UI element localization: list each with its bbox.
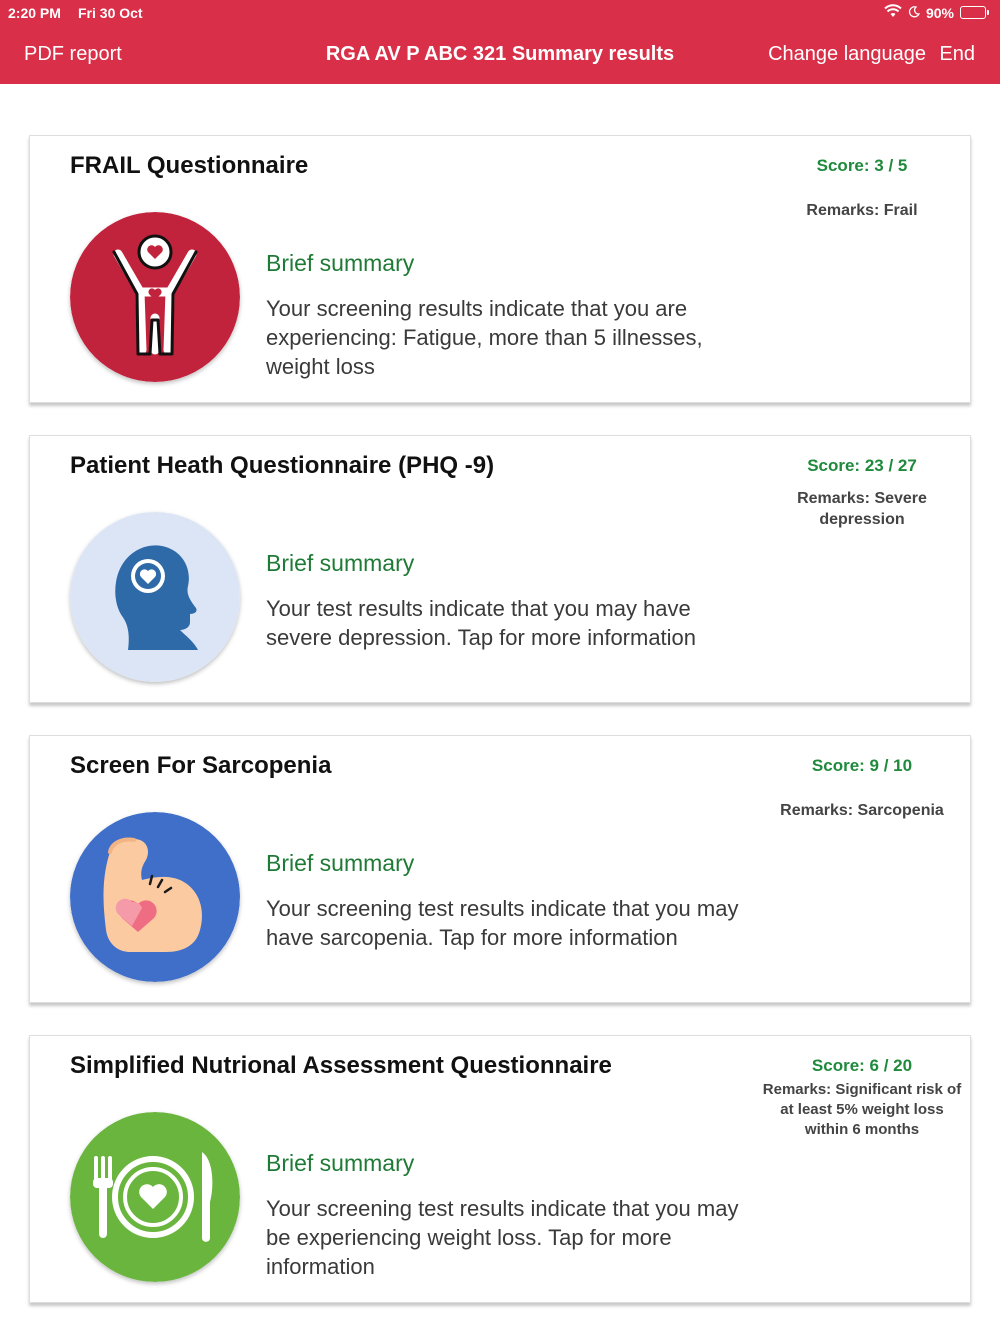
result-card-nutrition[interactable] [29, 1035, 971, 1303]
score-box [752, 756, 972, 821]
status-right [884, 4, 986, 21]
end-button[interactable]: End [939, 43, 975, 65]
card-title: Screen For Sarcopenia [70, 752, 332, 779]
score-box [752, 1056, 972, 1140]
score-value: Score: 9 / 10 [811, 756, 913, 775]
pdf-report-button[interactable]: PDF report [24, 43, 122, 65]
remarks-text: Remarks: Severe depression [797, 490, 927, 528]
remarks-text: Remarks: Significant risk of at least 5% weight loss within 6 months [762, 1081, 962, 1138]
brief-summary-label: Brief summary [266, 850, 415, 876]
summary-text: Your screening test results indicate that you may have sarcopenia. Tap for more information [266, 896, 739, 950]
result-card-frail[interactable] [29, 135, 971, 403]
brief-summary-label: Brief summary [266, 1150, 415, 1176]
card-title: FRAIL Questionnaire [70, 152, 309, 179]
frail-person-heart-icon [70, 212, 240, 382]
page-title: RGA AV P ABC 321 Summary results [325, 43, 675, 65]
moon-icon [908, 5, 920, 21]
card-title: Simplified Nutrional Assessment Questionnaire [70, 1052, 612, 1079]
summary-text: Your screening results indicate that you are experiencing: Fatigue, more than 5 illnesses, weight loss [266, 296, 703, 379]
remarks-text: Remarks: Frail [806, 202, 918, 219]
status-bar [0, 0, 1000, 26]
remarks-text: Remarks: Sarcopenia [780, 802, 944, 819]
wifi-icon [884, 4, 902, 21]
score-value: Score: 23 / 27 [807, 456, 917, 475]
summary-text: Your screening test results indicate that you may be experiencing weight loss. Tap for more information [266, 1196, 739, 1279]
status-date: Fri 30 Oct [78, 5, 143, 21]
plate-fork-knife-icon [70, 1112, 240, 1282]
flexed-arm-heart-icon [70, 812, 240, 982]
battery-percent: 90% [925, 4, 954, 21]
result-card-sarcopenia[interactable] [29, 735, 971, 1003]
brief-summary-label: Brief summary [266, 250, 415, 276]
change-language-button[interactable]: Change language [768, 43, 926, 65]
score-value: Score: 3 / 5 [816, 156, 908, 175]
result-card-phq9[interactable] [29, 435, 971, 703]
card-title: Patient Heath Questionnaire (PHQ -9) [70, 452, 495, 479]
status-time: 2:20 PM [8, 5, 61, 21]
brief-summary-label: Brief summary [266, 550, 415, 576]
battery-icon [960, 6, 986, 19]
score-value: Score: 6 / 20 [811, 1056, 913, 1075]
header-bar [0, 0, 1000, 84]
nav-bar [0, 40, 1000, 72]
score-box [752, 456, 972, 530]
score-box [752, 156, 972, 221]
head-heart-profile-icon [70, 512, 240, 682]
summary-text: Your test results indicate that you may have severe depression. Tap for more information [266, 596, 697, 650]
